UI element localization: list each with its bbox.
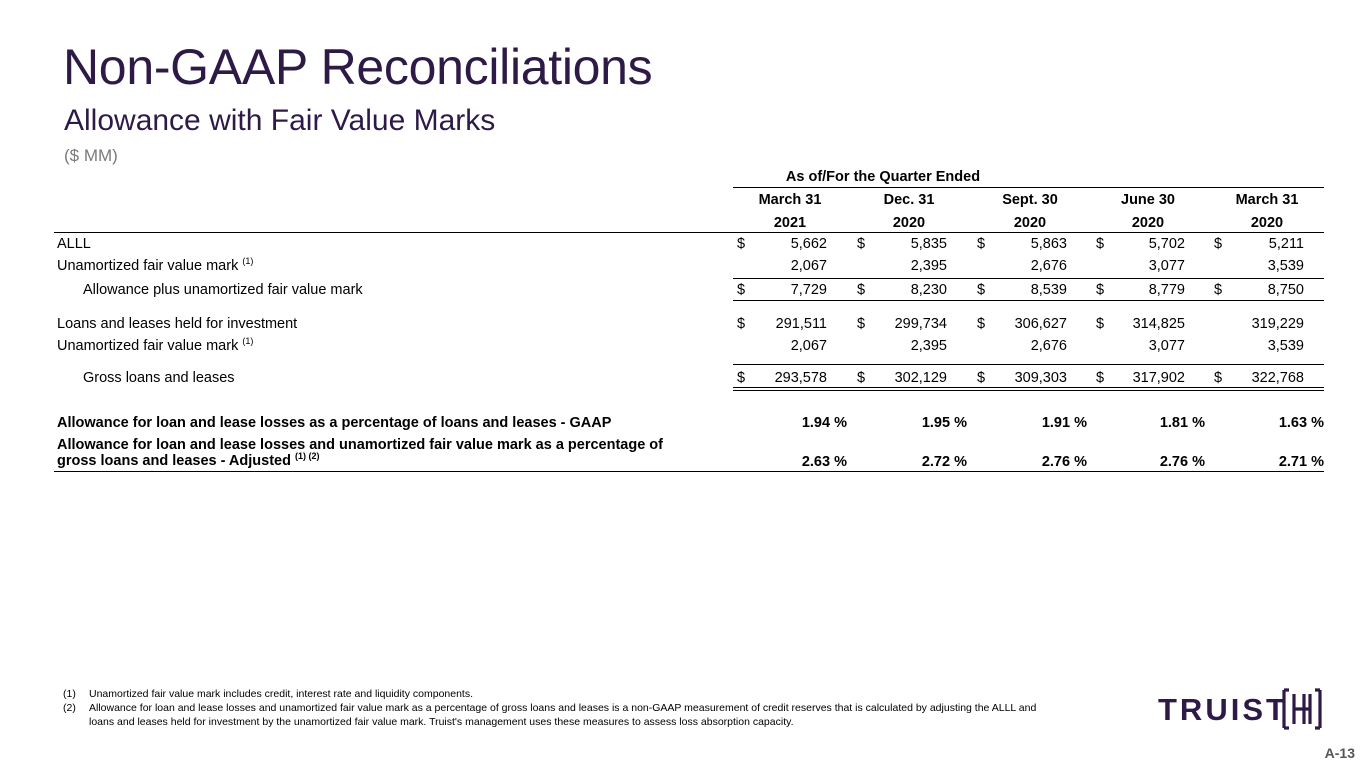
truist-mark-icon	[1284, 690, 1320, 728]
footnote-text: Allowance for loan and lease losses and unamortized fair value mark as a percentage of gross loans and leases is a non-GAAP measurement of credit reserves that is calculated by adjusting the ALLL and	[89, 702, 1037, 714]
ratio-value: 1.95 %	[921, 415, 967, 431]
cell-value: 5,863	[1030, 236, 1067, 252]
col-header-line1: March 31	[1235, 192, 1299, 208]
col-header-line2: 2020	[892, 215, 926, 231]
currency-symbol: $	[1096, 370, 1105, 386]
row-label: Gross loans and leases	[83, 370, 235, 386]
footnote-ref: (1) (2)	[294, 451, 320, 462]
ratio-value: 2.71 %	[1278, 454, 1324, 470]
ratio-label-line2: gross loans and leases - Adjusted $^{(1) (2)}$	[57, 451, 320, 469]
subtotal-rule	[733, 364, 1324, 365]
currency-symbol: $	[1096, 236, 1105, 252]
ratio-label: Allowance for loan and lease losses as a percentage of loans and leases - GAAP	[57, 415, 612, 431]
currency-symbol: $	[857, 370, 866, 386]
cell-value: 5,835	[910, 236, 947, 252]
page-subtitle: Allowance with Fair Value Marks	[64, 104, 496, 137]
cell-value: 306,627	[1014, 316, 1067, 332]
cell-value: 2,676	[1030, 338, 1067, 354]
row-label: Unamortized fair value mark $^{(1)}$	[57, 256, 254, 274]
footnote-ref: (1)	[242, 336, 254, 347]
currency-symbol: $	[977, 316, 986, 332]
currency-symbol: $	[1096, 316, 1105, 332]
footnote-number: (1)	[63, 688, 76, 700]
col-header-line1: March 31	[758, 192, 822, 208]
col-header-line2: 2021	[773, 215, 807, 231]
table-bottom-rule	[54, 471, 1324, 472]
footnote-number: (2)	[63, 702, 76, 714]
cell-value: 2,395	[910, 338, 947, 354]
ratio-value: 1.91 %	[1041, 415, 1087, 431]
group-header-rule	[733, 187, 1324, 188]
cell-value: 3,539	[1267, 338, 1304, 354]
col-header-line1: Sept. 30	[1002, 192, 1058, 208]
cell-value: 309,303	[1014, 370, 1067, 386]
row-label: Unamortized fair value mark $^{(1)}$	[57, 336, 254, 354]
cell-value: 322,768	[1251, 370, 1304, 386]
currency-symbol: $	[977, 282, 986, 298]
row-label: Allowance plus unamortized fair value mark	[83, 282, 363, 298]
header-rule	[54, 232, 1324, 233]
currency-symbol: $	[1096, 282, 1105, 298]
cell-value: 7,729	[790, 282, 827, 298]
ratio-value: 2.72 %	[921, 454, 967, 470]
ratio-value: 2.63 %	[801, 454, 847, 470]
currency-symbol: $	[1214, 282, 1223, 298]
currency-symbol: $	[737, 282, 746, 298]
cell-value: 5,702	[1148, 236, 1185, 252]
cell-value: 3,077	[1148, 338, 1185, 354]
row-label: Loans and leases held for investment	[57, 316, 298, 332]
cell-value: 8,750	[1267, 282, 1304, 298]
col-header-line1: Dec. 31	[883, 192, 935, 208]
cell-value: 5,211	[1268, 236, 1304, 252]
currency-symbol: $	[1214, 236, 1223, 252]
page-number: A-13	[1324, 745, 1355, 761]
cell-value: 317,902	[1132, 370, 1185, 386]
currency-symbol: $	[737, 316, 746, 332]
footnote-ref: (1)	[242, 256, 254, 267]
ratio-value: 1.81 %	[1159, 415, 1205, 431]
cell-value: 2,067	[790, 338, 827, 354]
currency-symbol: $	[857, 282, 866, 298]
currency-symbol: $	[977, 370, 986, 386]
col-header-line2: 2020	[1013, 215, 1047, 231]
double-rule-top	[733, 387, 1324, 388]
currency-symbol: $	[737, 236, 746, 252]
cell-value: 3,539	[1267, 258, 1304, 274]
footnote-text: loans and leases held for investment by the unamortized fair value mark. Truist's management uses these measures to assess loss absorption capacity.	[89, 716, 794, 728]
ratio-label-line1: Allowance for loan and lease losses and unamortized fair value mark as a percentage of	[57, 437, 663, 453]
ratio-value: 2.76 %	[1041, 454, 1087, 470]
footnote-text: Unamortized fair value mark includes credit, interest rate and liquidity components.	[89, 688, 474, 700]
currency-symbol: $	[977, 236, 986, 252]
currency-symbol: $	[857, 316, 866, 332]
cell-value: 8,779	[1148, 282, 1185, 298]
cell-value: 314,825	[1132, 316, 1185, 332]
currency-symbol: $	[1214, 370, 1223, 386]
cell-value: 291,511	[775, 316, 827, 332]
currency-symbol: $	[737, 370, 746, 386]
logo-wordmark: TRUIST	[1158, 692, 1288, 727]
row-label: ALLL	[57, 236, 91, 252]
col-header-line2: 2020	[1250, 215, 1284, 231]
cell-value: 293,578	[774, 370, 827, 386]
page-title: Non-GAAP Reconciliations	[63, 39, 653, 95]
cell-value: 299,734	[894, 316, 947, 332]
truist-logo	[1158, 688, 1322, 730]
col-header-line2: 2020	[1131, 215, 1165, 231]
cell-value: 2,395	[910, 258, 947, 274]
cell-value: 3,077	[1148, 258, 1185, 274]
ratio-value: 1.94 %	[801, 415, 847, 431]
units-label: ($ MM)	[64, 146, 118, 165]
ratio-value: 2.76 %	[1159, 454, 1205, 470]
cell-value: 302,129	[894, 370, 947, 386]
col-header-line1: June 30	[1121, 192, 1175, 208]
currency-symbol: $	[857, 236, 866, 252]
ratio-value: 1.63 %	[1278, 415, 1324, 431]
cell-value: 2,067	[790, 258, 827, 274]
subtotal-rule	[733, 278, 1324, 279]
group-header: As of/For the Quarter Ended	[785, 169, 981, 185]
cell-value: 5,662	[790, 236, 827, 252]
cell-value: 319,229	[1251, 316, 1304, 332]
double-rule-bottom	[733, 390, 1324, 391]
cell-value: 2,676	[1030, 258, 1067, 274]
cell-value: 8,539	[1030, 282, 1067, 298]
cell-value: 8,230	[910, 282, 947, 298]
total-rule	[733, 300, 1324, 301]
